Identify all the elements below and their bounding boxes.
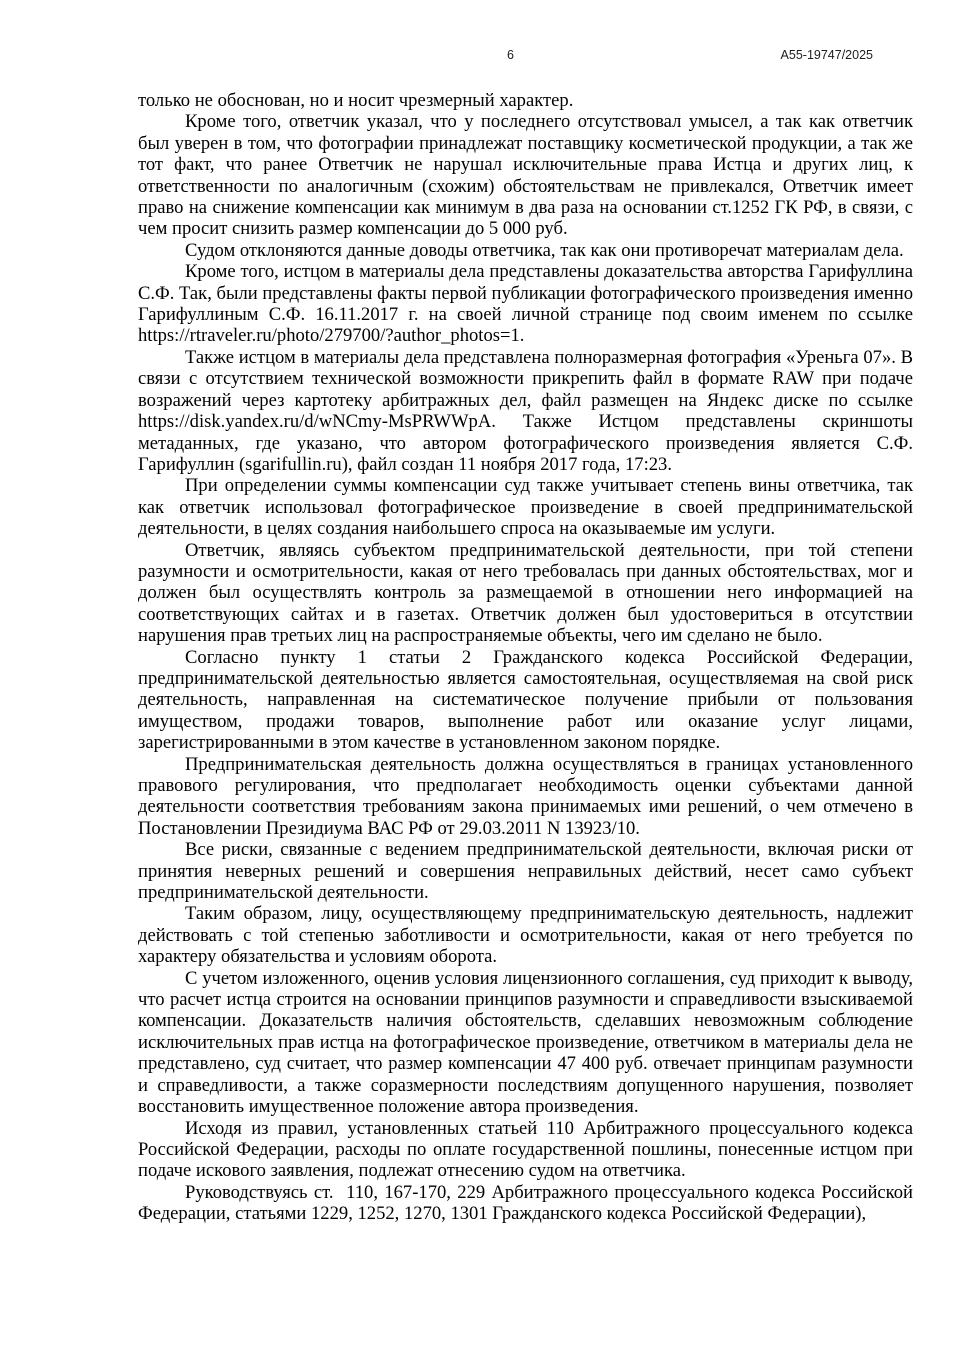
paragraph: Также истцом в материалы дела представлена полноразмерная фотография «Уреньга 07». В связи с отсутствием технической возможности прикрепить файл в формате RAW при подаче возражений через картотеку арбитражных дел, файл размещен на Яндекс диске по ссылке https://disk.yandex.ru/d/wNCmy-MsPRWWpA. Также Истцом представлены скриншоты метаданных, где указано, что автором фотографического произведения является С.Ф. Гарифуллин (sgarifullin.ru), файл создан 11 ноября 2017 года, 17:23. (138, 346, 913, 475)
paragraph: С учетом изложенного, оценив условия лицензионного соглашения, суд приходит к выводу, что расчет истца строится на основании принципов разумности и справедливости взыскиваемой компенсации. Доказательств наличия обстоятельств, сделавших невозможным соблюдение исключительных прав истца на фотографическое произведение, ответчиком в материалы дела не представлено, суд считает, что размер компенсации 47 400 руб. отвечает принципам разумности и справедливости, а также соразмерности последствиям допущенного нарушения, позволяет восстановить имущественное положение автора произведения. (138, 967, 913, 1118)
case-number: А55-19747/2025 (780, 48, 873, 62)
paragraph: Кроме того, ответчик указал, что у последнего отсутствовал умысел, а так как ответчик был уверен в том, что фотографии принадлежат поставщику косметической продукции, а так же тот факт, что ранее Ответчик не нарушал исключительные права Истца и других лиц, к ответственности по аналогичным (схожим) обстоятельствам не привлекался, Ответчик имеет право на снижение компенсации как минимум в два раза на основании ст.1252 ГК РФ, в связи, с чем просит снизить размер компенсации до 5 000 руб. (138, 111, 913, 240)
paragraph: Кроме того, истцом в материалы дела представлены доказательства авторства Гарифуллина С.Ф. Так, были представлены факты первой публикации фотографического произведения именно Гарифуллиным С.Ф. 16.11.2017 г. на своей личной странице под своим именем по ссылке https://rtraveler.ru/photo/279700/?author_photos=1. (138, 261, 913, 347)
paragraph: Судом отклоняются данные доводы ответчика, так как они противоречат материалам дела. (185, 239, 904, 261)
document-body (138, 90, 913, 1225)
paragraph: Предпринимательская деятельность должна осуществляться в границах установленного правового регулирования, что предполагает необходимость оценки субъектами данной деятельности соответствия требованиям закона принимаемых ими решений, о чем отмечено в Постановлении Президиума ВАС РФ от 29.03.2011 N 13923/10. (138, 753, 913, 839)
page-header (138, 48, 913, 66)
paragraph: Согласно пункту 1 статьи 2 Гражданского кодекса Российской Федерации, предпринимательской деятельностью является самостоятельная, осуществляемая на свой риск деятельность, направленная на систематическое получение прибыли от пользования имуществом, продажи товаров, выполнение работ или оказание услуг лицами, зарегистрированными в этом качестве в установленном законом порядке. (138, 646, 913, 754)
paragraph: Исходя из правил, установленных статьей 110 Арбитражного процессуального кодекса Российской Федерации, расходы по оплате государственной пошлины, понесенные истцом при подаче искового заявления, подлежат отнесению судом на ответчика. (138, 1117, 913, 1182)
paragraph: Ответчик, являясь субъектом предпринимательской деятельности, при той степени разумности и осмотрительности, какая от него требовалась при данных обстоятельствах, мог и должен был осуществлять контроль за размещаемой в отношении него информацией на соответствующих сайтах и в газетах. Ответчик должен был удостовериться в отсутствии нарушения прав третьих лиц на распространяемые объекты, чего им сделано не было. (138, 539, 913, 647)
paragraph: только не обоснован, но и носит чрезмерный характер. (138, 90, 574, 111)
paragraph: Все риски, связанные с ведением предпринимательской деятельности, включая риски от принятия неверных решений и совершения неправильных действий, несет само субъект предпринимательской деятельности. (138, 839, 913, 904)
paragraph: При определении суммы компенсации суд также учитывает степень вины ответчика, так как ответчик использовал фотографическое произведение в своей предпринимательской деятельности, в целях создания наибольшего спроса на оказываемые им услуги. (138, 475, 913, 540)
paragraph: Руководствуясь ст. 110, 167-170, 229 Арбитражного процессуального кодекса Российской Федерации, статьями 1229, 1252, 1270, 1301 Гражданского кодекса Российской Федерации), (138, 1181, 913, 1225)
page-number: 6 (507, 48, 514, 62)
paragraph: Таким образом, лицу, осуществляющему предпринимательскую деятельность, надлежит действовать с той степенью заботливости и осмотрительности, какая от него требуется по характеру обязательства и условиям оборота. (138, 903, 913, 968)
